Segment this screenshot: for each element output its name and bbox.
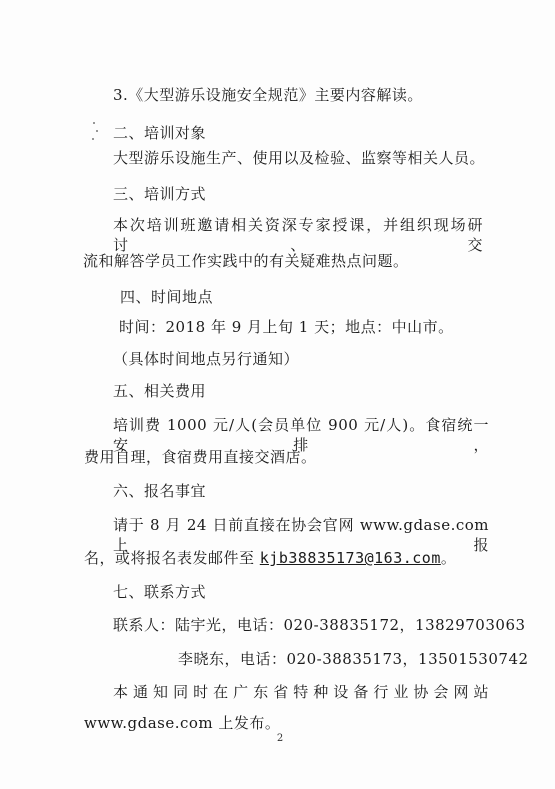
section-heading-fees: 五、相关费用 [113, 382, 207, 400]
page-number: 2 [276, 733, 284, 744]
method-body-line-1: 本次培训班邀请相关资深专家授课，并组织现场研讨、交 [113, 216, 483, 254]
section-heading-method: 三、培训方式 [113, 185, 207, 203]
fees-line-1: 培训费 1000 元/人(会员单位 900 元/人)。食宿统一安排， [113, 416, 489, 454]
registration-line-2-end: 。 [440, 549, 457, 567]
registration-email-link[interactable]: kjb38835173@163.com [259, 549, 441, 567]
method-body-line-2: 流和解答学员工作实践中的有关疑难热点问题。 [83, 252, 409, 270]
scan-speck [96, 130, 98, 132]
registration-line-2 [84, 548, 456, 568]
closing-line-1: 本通知同时在广东省特种设备行业协会网站 [113, 683, 489, 701]
target-body: 大型游乐设施生产、使用以及检验、监察等相关人员。 [113, 149, 486, 167]
fees-line-2: 费用自理，食宿费用直接交酒店。 [84, 448, 317, 466]
section-heading-target: 二、培训对象 [113, 124, 207, 142]
time-place-line-1: 时间：2018 年 9 月上旬 1 天；地点：中山市。 [119, 318, 454, 336]
registration-line-1: 请于 8 月 24 日前直接在协会官网 www.gdase.com 上报 [113, 516, 489, 554]
contact-person-1: 联系人：陆宇光，电话：020-38835172，13829703063 [113, 616, 526, 634]
time-place-line-2: （具体时间地点另行通知） [113, 350, 300, 368]
scan-speck [92, 138, 94, 140]
section-heading-time-place: 四、时间地点 [120, 288, 214, 306]
section-heading-registration: 六、报名事宜 [113, 482, 207, 500]
contact-person-2: 李晓东，电话：020-38835173，13501530742 [178, 650, 529, 668]
registration-line-2-text: 名，或将报名表发邮件至 [84, 549, 260, 567]
scan-speck [93, 122, 95, 124]
section-heading-contact: 七、联系方式 [113, 583, 207, 601]
item-3-text: 3.《大型游乐设施安全规范》主要内容解读。 [113, 86, 423, 104]
closing-line-2: www.gdase.com 上发布。 [84, 714, 281, 732]
